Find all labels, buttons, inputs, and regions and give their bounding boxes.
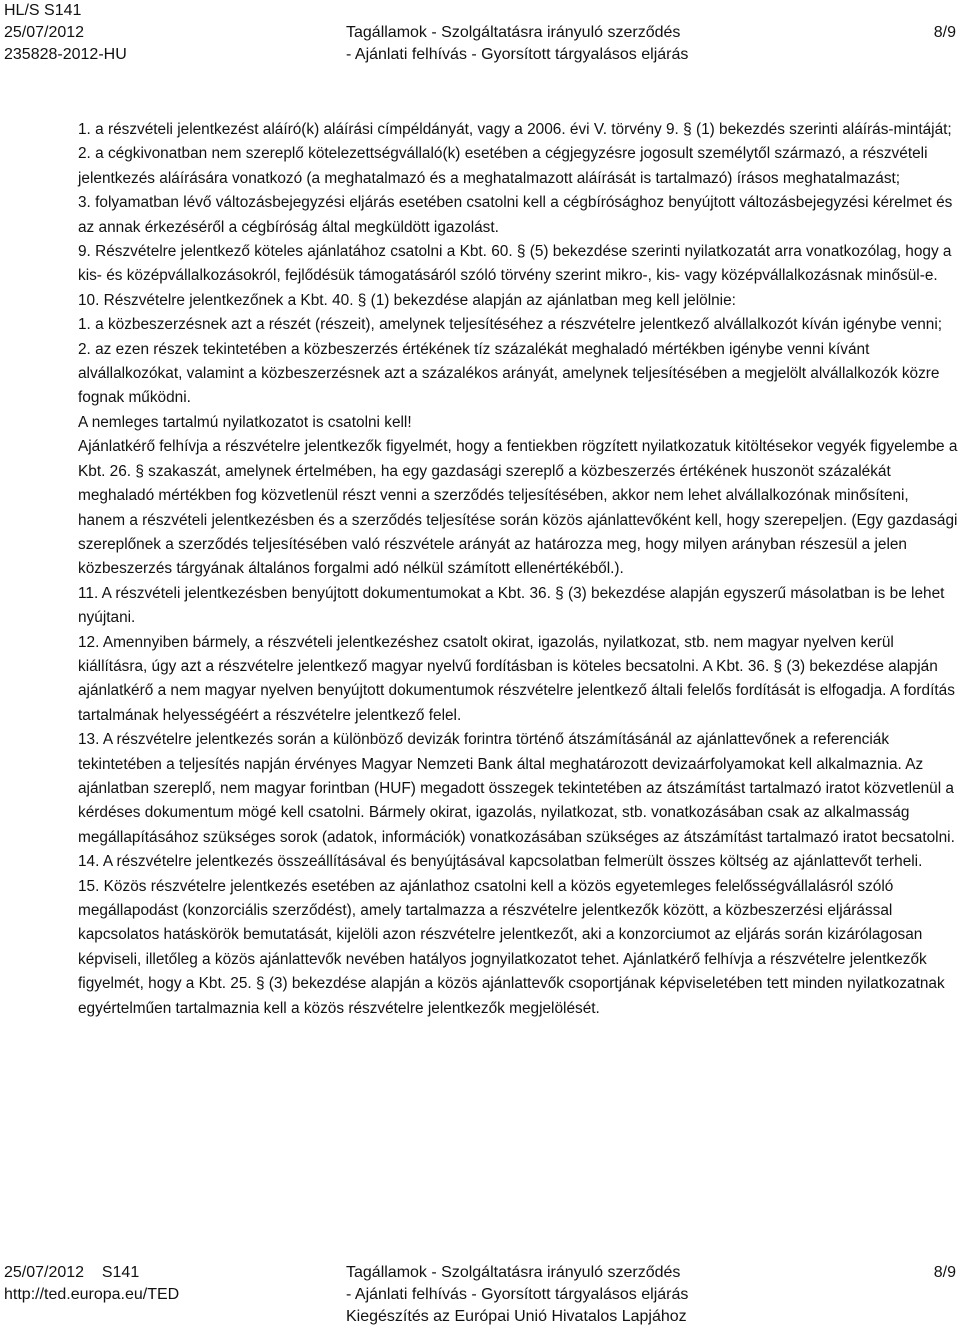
header-page-text: 8/9 bbox=[933, 24, 956, 41]
paragraph: 2. a cégkivonatban nem szereplő kötelezettségvállaló(k) esetében a cégjegyzésre jogosult személytől származó, a részvételi jelentkezés aláírására vonatkozó (a meghatalmazó és a meghatalmazott aláírását is tartalmazó) írásos meghatalmazást; bbox=[78, 145, 928, 187]
paragraph: 3. folyamatban lévő változásbejegyzési eljárás esetében csatolni kell a cégbírósághoz benyújtott változásbejegyzési kérelmet és az annak érkezéséről a cégbíróság által megküldött igazolást. bbox=[78, 194, 953, 236]
paragraph: 12. Amennyiben bármely, a részvételi jelentkezéshez csatolt okirat, igazolás, nyilatkozat, stb. nem magyar nyelven kerül kiállításra, úgy azt a részvételre jelentkező magyar nyelvű fordításban is köteles becsatolni. A Kbt. 36. § (3) bekezdése alapján ajánlatkérő a nem magyar nyelven benyújtott dokumentumok részvételre jelentkező általi felelős fordítását is elfogadja. A fordítás tartalmának helyességéért a részvételre jelentkező felel. bbox=[78, 633, 955, 724]
header-notice-id: 235828-2012-HU bbox=[4, 46, 127, 63]
footer-url: http://ted.europa.eu/TED bbox=[4, 1286, 180, 1303]
footer-page-text: 8/9 bbox=[933, 1264, 956, 1281]
paragraph: 15. Közös részvételre jelentkezés esetében az ajánlathoz csatolni kell a közös egyetemleges felelősségvállalásról szóló megállapodást (konzorciális szerződést), amely tartalmazza a részvételre jelentkezők között, a közbeszerzési eljárással kapcsolatos hatáskörök bemutatását, kijelöli azon részvételre jelentkezőt, aki a konzorciumot az eljárás során kizárólagosan képviseli, illetőleg a közös ajánlattevők nevében hatályos jognyilatkozatot tehet. Ajánlatkérő felhívja a részvételre jelentkezők figyelmét, hogy a Kbt. 25. § (3) bekezdése alapján a közös ajánlattevők csoportjának képviseletében tett minden nyilatkozatnak egyértelműen tartalmaznia kell a közös részvételre jelentkezők megjelölését. bbox=[78, 877, 945, 1017]
paragraph: 1. a közbeszerzésnek azt a részét (részeit), amelynek teljesítéséhez a részvételre jelentkező alvállalkozót kíván igénybe venni; bbox=[78, 316, 943, 334]
footer-title: Tagállamok - Szolgáltatásra irányuló szerződés bbox=[346, 1264, 681, 1281]
paragraph: 13. A részvételre jelentkezés során a különböző devizák forintra történő átszámításánál az ajánlattevőnek a referenciák tekintetében a teljesítés napján érvényes Magyar Nemzeti Bank által meghatározott devizaárfolyamokat kell alkalmaznia. Az ajánlatban szereplő, nem magyar forintban (HUF) megadott összegek tekintetében az átszámítást tartalmazó iratot közvetlenül a kérdéses dokumentum mögé kell csatolni. Bármely okirat, igazolás, nyilatkozat, stb. vonatkozásában csak az alkalmasság megállapításához szükséges sorok (adatok, információk) vonatkozásában szükséges az átszámítást tartalmazó iratot becsatolni. bbox=[78, 731, 955, 846]
document-body bbox=[78, 118, 958, 1021]
paragraph: A nemleges tartalmú nyilatkozatot is csatolni kell! bbox=[78, 413, 412, 431]
footer-subtitle: - Ajánlati felhívás - Gyorsított tárgyalásos eljárás bbox=[346, 1286, 689, 1303]
paragraph: 2. az ezen részek tekintetében a közbeszerzés értékének tíz százalékát meghaladó mértékben igénybe venni kívánt alvállalkozókat, valamint a közbeszerzésnek azt a százalékos arányát, amelynek teljesítésében a megjelölt alvállalkozók közre fognak működni. bbox=[78, 340, 940, 407]
paragraph: Ajánlatkérő felhívja a részvételre jelentkezők figyelmét, hogy a fentiekben rögzített nyilatkozatuk kitöltésekor vegyék figyelembe a Kbt. 26. § szakaszát, amelynek értelmében, ha egy gazdasági szereplő a közbeszerzés értékének huszonöt százalékát meghaladó mértékben fog közvetlenül részt venni a szerződés teljesítésében, akkor nem lehet alvállalkozónak minősíteni, hanem a részvételi jelentkezésben és a szerződés teljesítése során közös ajánlattevőként kell, hogy szerepeljen. (Egy gazdasági szereplőnek a szerződés teljesítésében való részvétele arányát az határozza meg, hogy milyen arányban részesül a jelen közbeszerzés tárgyának általános forgalmi adó nélkül számított ellenértékéből.). bbox=[78, 438, 958, 578]
header-date: 25/07/2012 bbox=[4, 24, 85, 41]
header-left bbox=[4, 0, 127, 66]
paragraph: 1. a részvételi jelentkezést aláíró(k) aláírási címpéldányát, vagy a 2006. évi V. törvény 9. § (1) bekezdés szerinti aláírás-mintáját; bbox=[78, 121, 952, 138]
header-doc-code: HL/S S141 bbox=[4, 2, 82, 19]
footer-publication: Kiegészítés az Európai Unió Hivatalos Lapjához bbox=[346, 1308, 687, 1325]
paragraph: 10. Részvételre jelentkezőnek a Kbt. 40. § (1) bekezdése alapján az ajánlatban meg kell jelölnie: bbox=[78, 291, 736, 309]
header-subtitle: - Ajánlati felhívás - Gyorsított tárgyalásos eljárás bbox=[346, 46, 689, 63]
footer-left bbox=[4, 1262, 179, 1306]
paragraph: 14. A részvételre jelentkezés összeállításával és benyújtásával kapcsolatban felmerült összes költség az ajánlattevőt terheli. bbox=[78, 853, 923, 871]
footer-page-number bbox=[934, 1262, 956, 1284]
paragraph: 11. A részvételi jelentkezésben benyújtott dokumentumokat a Kbt. 36. § (3) bekezdése alapján egyszerű másolatban is be lehet nyújtani. bbox=[78, 584, 945, 627]
footer-date-series: 25/07/2012 S141 bbox=[4, 1264, 140, 1281]
header-title: Tagállamok - Szolgáltatásra irányuló szerződés bbox=[346, 24, 681, 41]
header-center bbox=[346, 22, 688, 66]
header-page-number bbox=[934, 22, 956, 44]
footer-center bbox=[346, 1262, 688, 1328]
paragraph: 9. Részvételre jelentkező köteles ajánlatához csatolni a Kbt. 60. § (5) bekezdése szerinti nyilatkozatát arra vonatkozólag, hogy a kis- és középvállalkozásokról, fejlődésük támogatásáról szóló törvény szerint mikro-, kis- vagy középvállalkozásnak minősül-e. bbox=[78, 243, 952, 285]
